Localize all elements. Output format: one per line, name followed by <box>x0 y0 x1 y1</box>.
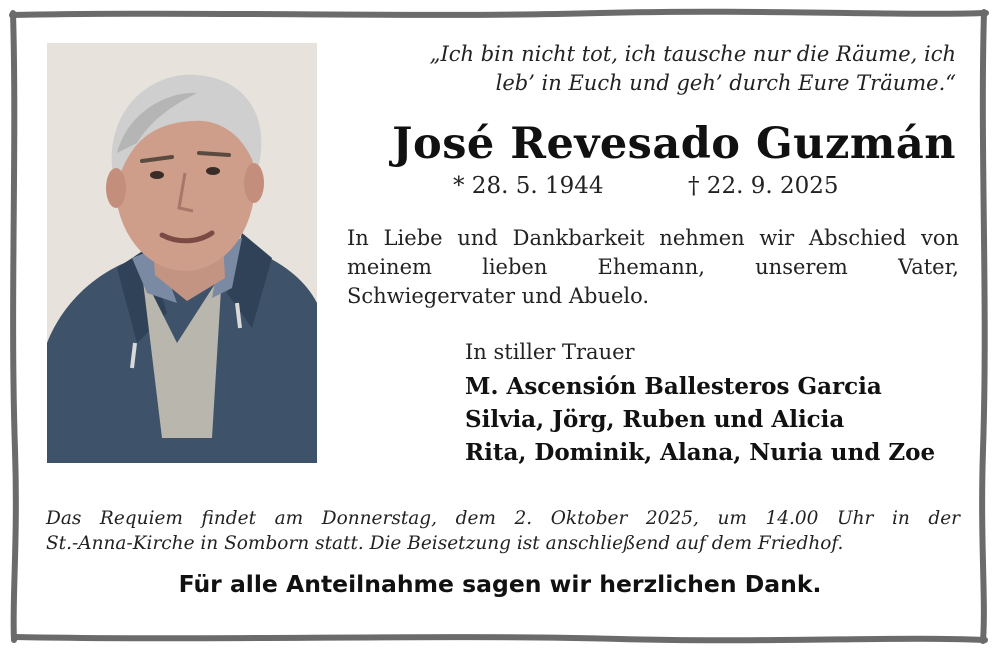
mourner-name: M. Ascensión Ballesteros Garcia <box>465 373 882 400</box>
mourner-name: Silvia, Jörg, Ruben und Alicia <box>465 406 845 433</box>
deceased-name: José Revesado Guzmán <box>392 119 956 169</box>
requiem-notice <box>46 506 960 556</box>
quote-line-2: leb’ in Euch und geh’ durch Eure Träume.“ <box>495 71 956 95</box>
farewell-text: In Liebe und Dankbarkeit nehmen wir Abschied von meinem lieben Ehemann, unserem Vater, Schwiegervater und Abuelo. <box>347 226 959 308</box>
requiem-line-1: Das Requiem findet am Donnerstag, dem 2. Oktober 2025, um 14.00 Uhr in der <box>46 508 960 529</box>
quote-line-1: „Ich bin nicht tot, ich tausche nur die Räume, ich <box>429 42 956 66</box>
mourners-list <box>465 370 935 469</box>
memorial-quote <box>330 40 956 98</box>
mourning-label: In stiller Trauer <box>465 340 635 364</box>
thanks-line: Für alle Anteilnahme sagen wir herzlichen Dank. <box>178 570 822 598</box>
portrait-photo <box>47 43 317 463</box>
requiem-line-2: St.-Anna-Kirche in Somborn statt. Die Beisetzung ist anschließend auf dem Friedhof. <box>46 533 844 554</box>
birth-date: * 28. 5. 1944 <box>453 173 604 199</box>
mourner-name: Rita, Dominik, Alana, Nuria und Zoe <box>465 439 936 466</box>
death-date: † 22. 9. 2025 <box>688 173 839 199</box>
